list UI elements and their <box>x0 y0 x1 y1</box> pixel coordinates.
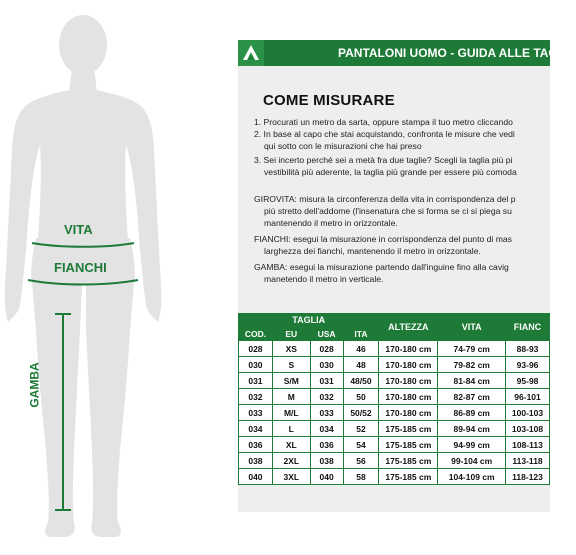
cell-ita: 50 <box>343 389 379 405</box>
cell-altezza: 175-185 cm <box>379 421 438 437</box>
cell-vita: 89-94 cm <box>438 421 506 437</box>
cell-altezza: 175-185 cm <box>379 453 438 469</box>
table-row <box>239 421 550 437</box>
ita-header: ITA <box>343 327 379 341</box>
taglia-header: TAGLIA <box>239 314 379 327</box>
definition-line: GIROVITA: misura la circonferenza della vita in corrispondenza del p <box>254 194 516 204</box>
cell-cod: 028 <box>239 341 273 357</box>
vita-header: VITA <box>438 314 506 341</box>
cell-eu: S/M <box>272 373 310 389</box>
fianchi-header: FIANC <box>506 314 550 341</box>
size-table-body <box>239 341 550 485</box>
human-silhouette <box>0 0 230 550</box>
cell-ita: 52 <box>343 421 379 437</box>
section-title: COME MISURARE <box>263 92 395 109</box>
body-figure <box>0 0 230 550</box>
cell-usa: 034 <box>310 421 343 437</box>
cell-altezza: 170-180 cm <box>379 373 438 389</box>
size-table <box>238 313 550 485</box>
cell-altezza: 170-180 cm <box>379 341 438 357</box>
cell-eu: XL <box>272 437 310 453</box>
cell-ita: 54 <box>343 437 379 453</box>
eu-header: EU <box>272 327 310 341</box>
table-row <box>239 373 550 389</box>
cell-fianchi: 113-118 <box>506 453 550 469</box>
table-row <box>239 437 550 453</box>
instruction-line: qui sotto con le misurazioni che hai preso <box>264 141 422 151</box>
cell-usa: 028 <box>310 341 343 357</box>
cell-vita: 82-87 cm <box>438 389 506 405</box>
hips-label: FIANCHI <box>54 260 107 275</box>
cell-fianchi: 100-103 <box>506 405 550 421</box>
cell-altezza: 170-180 cm <box>379 405 438 421</box>
definition-line: manetendo il metro in verticale. <box>264 274 384 284</box>
cell-ita: 48 <box>343 357 379 373</box>
cell-cod: 040 <box>239 469 273 485</box>
cell-vita: 104-109 cm <box>438 469 506 485</box>
cell-ita: 46 <box>343 341 379 357</box>
cell-eu: 2XL <box>272 453 310 469</box>
definition-line: mantenendo il metro in orizzontale. <box>264 218 398 228</box>
cell-altezza: 170-180 cm <box>379 357 438 373</box>
cell-cod: 036 <box>239 437 273 453</box>
header-title: PANTALONI UOMO - GUIDA ALLE TAGLIE <box>338 46 576 60</box>
table-row <box>239 469 550 485</box>
cell-fianchi: 103-108 <box>506 421 550 437</box>
cell-eu: XS <box>272 341 310 357</box>
instruction-line: vestibilità più aderente, la taglia più grande per essere più comoda <box>264 167 517 177</box>
leg-label: GAMBA <box>27 362 42 408</box>
cell-usa: 030 <box>310 357 343 373</box>
cell-vita: 74-79 cm <box>438 341 506 357</box>
cell-vita: 86-89 cm <box>438 405 506 421</box>
cell-fianchi: 96-101 <box>506 389 550 405</box>
table-row <box>239 453 550 469</box>
cell-fianchi: 93-96 <box>506 357 550 373</box>
cell-usa: 033 <box>310 405 343 421</box>
cell-fianchi: 95-98 <box>506 373 550 389</box>
altezza-header: ALTEZZA <box>379 314 438 341</box>
cell-eu: M/L <box>272 405 310 421</box>
cell-usa: 031 <box>310 373 343 389</box>
cell-altezza: 170-180 cm <box>379 389 438 405</box>
cell-altezza: 175-185 cm <box>379 437 438 453</box>
cell-cod: 031 <box>239 373 273 389</box>
table-row <box>239 357 550 373</box>
cell-vita: 79-82 cm <box>438 357 506 373</box>
instruction-line: 2. In base al capo che stai acquistando, confronta le misure che vedi <box>254 129 515 139</box>
cell-eu: M <box>272 389 310 405</box>
brand-logo-icon <box>238 40 264 66</box>
table-row <box>239 341 550 357</box>
instruction-line: 1. Procurati un metro da sarta, oppure stampa il tuo metro cliccando <box>254 117 513 127</box>
cell-ita: 58 <box>343 469 379 485</box>
cell-cod: 034 <box>239 421 273 437</box>
cell-eu: L <box>272 421 310 437</box>
definition-line: GAMBA: esegui la misurazione partendo dall'inguine fino alla cavig <box>254 262 509 272</box>
cell-fianchi: 88-93 <box>506 341 550 357</box>
size-guide-panel <box>238 40 576 512</box>
cell-vita: 81-84 cm <box>438 373 506 389</box>
instruction-line: 3. Sei incerto perché sei a metà fra due taglie? Scegli la taglia più pi <box>254 155 513 165</box>
cell-fianchi: 118-123 <box>506 469 550 485</box>
table-row <box>239 389 550 405</box>
cell-usa: 036 <box>310 437 343 453</box>
waist-label: VITA <box>64 222 93 237</box>
cell-ita: 56 <box>343 453 379 469</box>
cell-fianchi: 108-113 <box>506 437 550 453</box>
cell-cod: 033 <box>239 405 273 421</box>
definition-line: più stretto dell'addome (l'insenatura che si forma se ci si piega su <box>264 206 512 216</box>
cell-eu: 3XL <box>272 469 310 485</box>
cell-usa: 038 <box>310 453 343 469</box>
definition-line: larghezza dei fianchi, mantenendo il metro in orizzontale. <box>264 246 481 256</box>
definition-line: FIANCHI: esegui la misurazione in corrispondenza del punto di mas <box>254 234 512 244</box>
cell-cod: 038 <box>239 453 273 469</box>
cell-cod: 030 <box>239 357 273 373</box>
cell-vita: 99-104 cm <box>438 453 506 469</box>
cell-cod: 032 <box>239 389 273 405</box>
table-row <box>239 405 550 421</box>
cell-usa: 040 <box>310 469 343 485</box>
cell-ita: 48/50 <box>343 373 379 389</box>
cell-usa: 032 <box>310 389 343 405</box>
panel-header <box>238 40 576 66</box>
cod-header: COD. <box>239 327 273 341</box>
cell-ita: 50/52 <box>343 405 379 421</box>
cell-altezza: 175-185 cm <box>379 469 438 485</box>
cell-vita: 94-99 cm <box>438 437 506 453</box>
usa-header: USA <box>310 327 343 341</box>
cell-eu: S <box>272 357 310 373</box>
